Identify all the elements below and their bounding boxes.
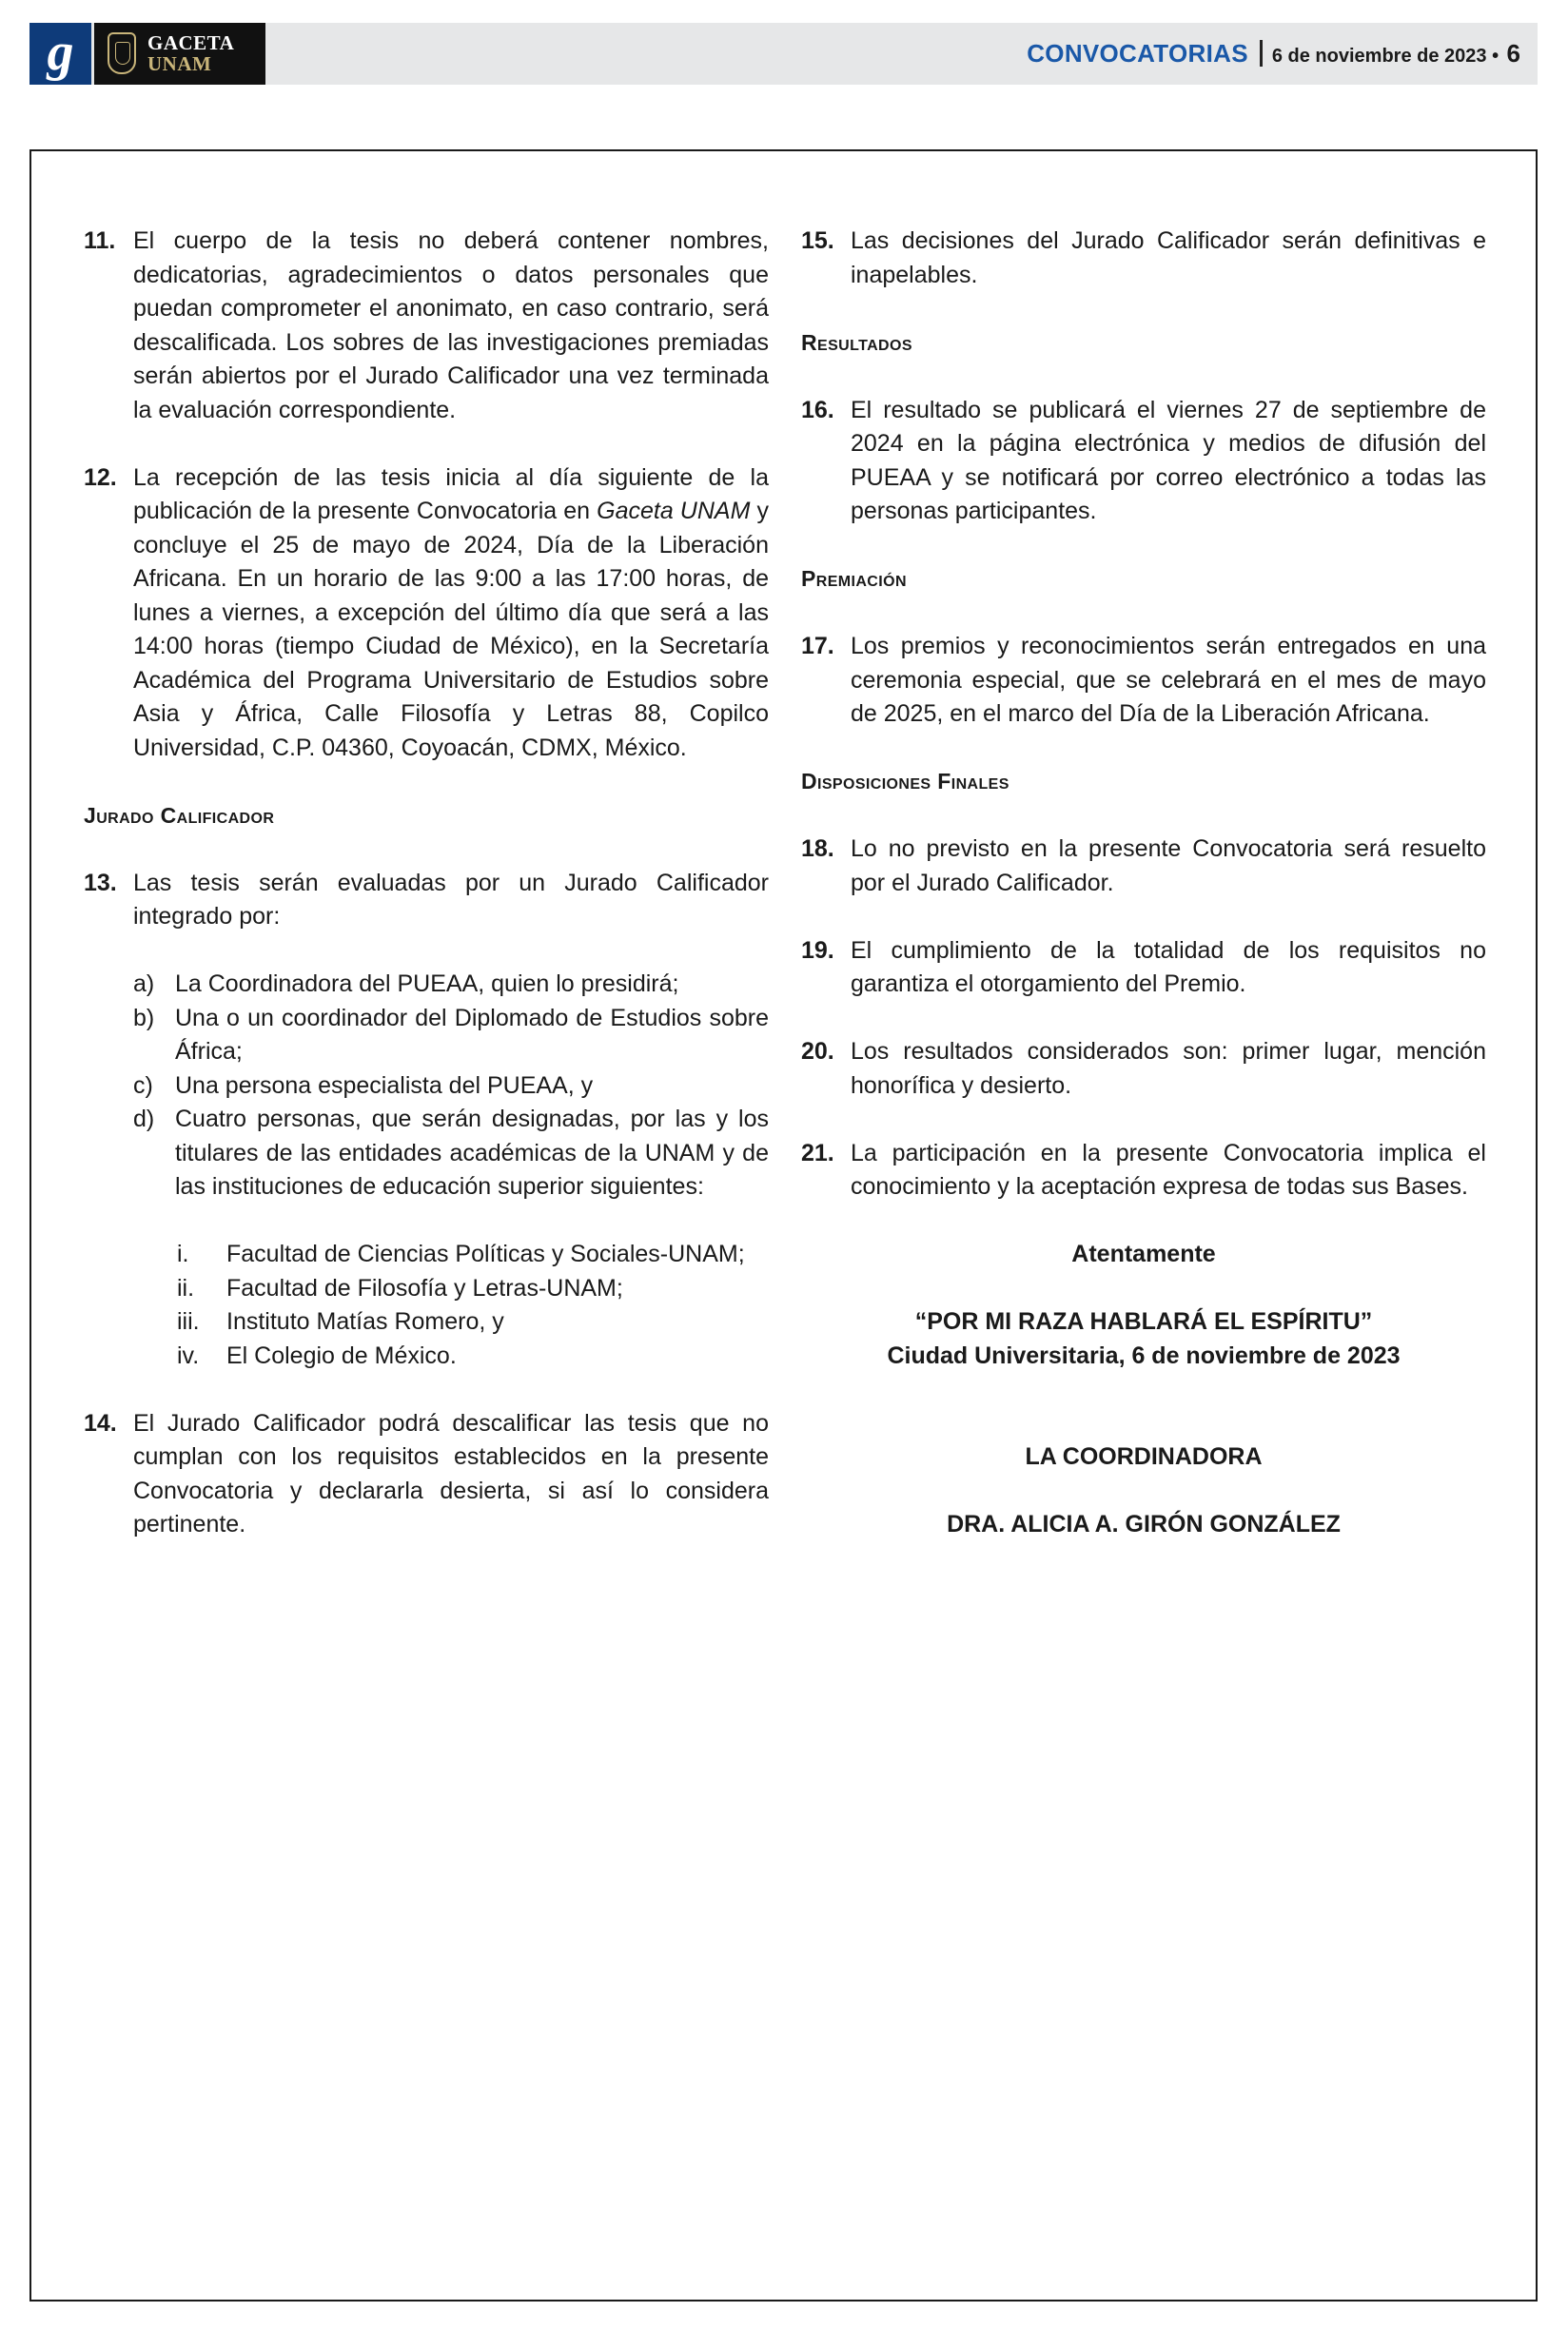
list-label: iii. bbox=[177, 1308, 200, 1335]
heading-resultados: Resultados bbox=[801, 329, 912, 355]
right-column bbox=[801, 225, 1486, 1542]
list-item bbox=[84, 968, 769, 1002]
clause-text: Los resultados considerados son: primer lugar, mención honorífica y desierto. bbox=[851, 1038, 1486, 1099]
list-item bbox=[84, 1305, 769, 1340]
list-text: Facultad de Filosofía y Letras-UNAM; bbox=[226, 1274, 623, 1302]
signature-block bbox=[801, 1238, 1486, 1542]
list-label: d) bbox=[133, 1106, 155, 1132]
clause-text: El resultado se publicará el viernes 27 de septiembre de 2024 en la página electrónica y medios de difusión del PUEAA y se notificará por correo electrónico a todas las personas participantes. bbox=[851, 396, 1486, 524]
list-item bbox=[84, 1103, 769, 1205]
header-meta bbox=[1027, 23, 1520, 85]
clause-text-cont: y concluye el 25 de mayo de 2024, Día de la Liberación Africana. En un horario de las 9:00 a las 17:00 horas, de lunes a viernes, a excepción del último día que será a las 14:00 horas (tiempo Ciudad de México), en la Secretaría Académica del Programa Universitario de Estudios sobre Asia y África, Calle Filosofía y Letras 88, Copilco Universidad, C.P. 04360, Coyoacán, CDMX, México. bbox=[133, 498, 769, 761]
clause-11 bbox=[84, 225, 769, 427]
jury-members-list bbox=[84, 968, 769, 1205]
clause-text: El cuerpo de la tesis no deberá contener nombres, dedicatorias, agradecimientos o datos personales que puedan comprometer el anonimato, en caso contrario, será descalificada. Los sobres de las investigaciones premiadas serán abiertos por el Jurado Calificador una vez terminada la evaluación correspondiente. bbox=[133, 227, 769, 423]
clause-text: El cumplimiento de la totalidad de los requisitos no garantiza el otorgamiento del Premio. bbox=[851, 936, 1486, 997]
signer-name: DRA. ALICIA A. GIRÓN GONZÁLEZ bbox=[947, 1511, 1341, 1538]
list-text: Instituto Matías Romero, y bbox=[226, 1308, 504, 1335]
signer-role: LA COORDINADORA bbox=[1025, 1443, 1263, 1470]
clause-number: 16. bbox=[801, 396, 834, 423]
issue-date: 6 de noviembre de 2023 • bbox=[1271, 46, 1499, 67]
section-name: CONVOCATORIAS bbox=[1027, 39, 1248, 68]
place-date: Ciudad Universitaria, 6 de noviembre de 2023 bbox=[887, 1342, 1401, 1369]
clause-text: El Jurado Calificador podrá descalificar las tesis que no cumplan con los requisitos establecidos en la presente Convocatoria y declararla desierta, si así lo considera pertinente. bbox=[133, 1409, 769, 1538]
clause-14 bbox=[84, 1407, 769, 1542]
list-label: ii. bbox=[177, 1274, 195, 1302]
list-item bbox=[84, 1238, 769, 1272]
closing: Atentamente bbox=[1071, 1241, 1216, 1267]
clause-16 bbox=[801, 394, 1486, 529]
clause-text: Los premios y reconocimientos serán entregados en una ceremonia especial, que se celebrará en el mes de mayo de 2025, en el marco del Día de la Liberación Africana. bbox=[851, 633, 1486, 727]
heading-disposiciones-finales: Disposiciones Finales bbox=[801, 769, 1009, 793]
clause-20 bbox=[801, 1035, 1486, 1103]
list-item bbox=[84, 1272, 769, 1306]
list-text: El Colegio de México. bbox=[226, 1342, 457, 1369]
heading-jurado-calificador: Jurado Calificador bbox=[84, 802, 275, 828]
clause-text: Las tesis serán evaluadas por un Jurado Calificador integrado por: bbox=[133, 869, 769, 930]
publication-name: Gaceta UNAM bbox=[597, 498, 751, 524]
clause-text: Lo no previsto en la presente Convocatoria será resuelto por el Jurado Calificador. bbox=[851, 835, 1486, 896]
list-text: Una o un coordinador del Diplomado de Estudios sobre África; bbox=[175, 1004, 769, 1065]
clause-19 bbox=[801, 934, 1486, 1002]
motto: “POR MI RAZA HABLARÁ EL ESPÍRITU” bbox=[914, 1308, 1373, 1335]
list-text: Una persona especialista del PUEAA, y bbox=[175, 1071, 594, 1099]
list-item bbox=[84, 1340, 769, 1374]
brand-line-1: GACETA bbox=[147, 31, 235, 54]
clause-number: 12. bbox=[84, 463, 117, 491]
clause-text: La recepción de las tesis inicia al día siguiente de la publicación de la presente Convocatoria en bbox=[133, 463, 769, 524]
list-text: Facultad de Ciencias Políticas y Sociales-UNAM; bbox=[226, 1241, 745, 1267]
clause-text: La participación en la presente Convocatoria implica el conocimiento y la aceptación expresa de todas sus Bases. bbox=[851, 1139, 1486, 1200]
list-label: c) bbox=[133, 1071, 153, 1099]
gaceta-g-logo: g bbox=[29, 23, 91, 85]
clause-15 bbox=[801, 225, 1486, 292]
clause-18 bbox=[801, 832, 1486, 900]
clause-text: Las decisiones del Jurado Calificador serán definitivas e inapelables. bbox=[851, 227, 1486, 288]
clause-number: 19. bbox=[801, 936, 834, 964]
institutions-list bbox=[84, 1238, 769, 1373]
list-label: i. bbox=[177, 1241, 189, 1267]
clause-12 bbox=[84, 461, 769, 766]
list-label: iv. bbox=[177, 1342, 200, 1369]
list-label: a) bbox=[133, 970, 155, 997]
gaceta-unam-logo bbox=[94, 23, 265, 85]
page-number: 6 bbox=[1506, 39, 1520, 68]
clause-number: 14. bbox=[84, 1409, 117, 1437]
heading-premiacion: Premiación bbox=[801, 566, 907, 591]
list-text: La Coordinadora del PUEAA, quien lo presidirá; bbox=[175, 970, 679, 997]
list-text: Cuatro personas, que serán designadas, por las y los titulares de las entidades académicas de la UNAM y de las instituciones de educación superior siguientes: bbox=[175, 1106, 769, 1200]
clause-13 bbox=[84, 867, 769, 934]
clause-17 bbox=[801, 630, 1486, 732]
clause-number: 21. bbox=[801, 1139, 834, 1166]
clause-21 bbox=[801, 1137, 1486, 1205]
list-item bbox=[84, 1002, 769, 1069]
clause-number: 17. bbox=[801, 633, 834, 659]
brand-line-2: UNAM bbox=[147, 52, 212, 75]
list-label: b) bbox=[133, 1004, 155, 1031]
clause-number: 18. bbox=[801, 835, 834, 862]
clause-number: 11. bbox=[84, 227, 116, 254]
page-header bbox=[29, 23, 1538, 85]
header-divider bbox=[1260, 40, 1263, 67]
list-item bbox=[84, 1069, 769, 1104]
unam-crest-icon bbox=[108, 32, 136, 74]
left-column bbox=[84, 225, 769, 1576]
clause-number: 20. bbox=[801, 1038, 834, 1065]
clause-number: 15. bbox=[801, 227, 834, 254]
clause-number: 13. bbox=[84, 869, 117, 896]
